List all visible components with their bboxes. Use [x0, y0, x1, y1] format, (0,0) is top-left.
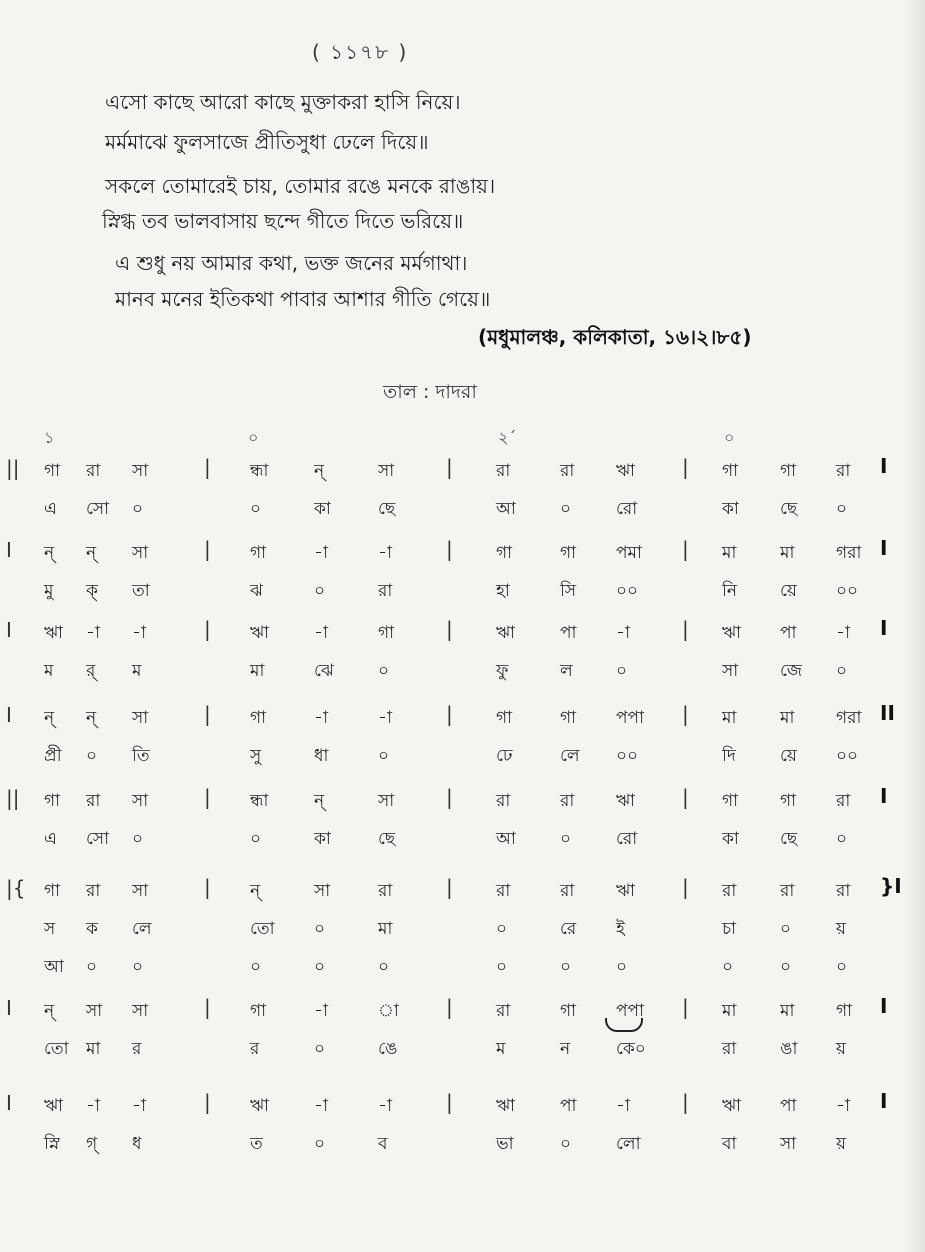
note-cell: গা — [44, 881, 61, 901]
row-close-bar: I — [880, 994, 888, 1018]
syllable-cell: স্নি — [44, 1134, 60, 1154]
syllable-cell: ঙে — [378, 1039, 398, 1059]
syllable-cell: ০ — [314, 919, 326, 939]
syllable-cell: য় — [836, 1134, 847, 1154]
syllable-cell: ০ — [722, 957, 734, 977]
note-cell: গা — [722, 461, 739, 481]
syllable-cell: রা — [378, 581, 393, 601]
syllable-cell: ০০ — [616, 746, 639, 766]
note-cell: সা — [86, 1001, 103, 1021]
syllable-cell: এ — [44, 499, 57, 519]
bar-line: | — [682, 617, 689, 641]
bar-line: | — [204, 785, 211, 809]
note-cell: ন্ — [250, 881, 261, 901]
note-cell: -া — [314, 708, 328, 728]
note-cell: সা — [314, 881, 331, 901]
bar-line: | — [682, 785, 689, 809]
note-cell: -া — [314, 1001, 328, 1021]
note-cell: পপা — [616, 708, 645, 728]
note-cell: গা — [44, 791, 61, 811]
syllable-cell: ঢে — [496, 746, 513, 766]
note-cell: গরা — [836, 543, 862, 563]
note-cell: গা — [250, 543, 267, 563]
syllable-cell: ফু — [496, 661, 509, 681]
note-cell: -া — [314, 543, 328, 563]
row-open-bar: I — [6, 1091, 12, 1115]
note-cell: া — [378, 1001, 399, 1021]
note-cell: ন্ — [86, 543, 97, 563]
note-cell: গা — [560, 1001, 577, 1021]
syllable-cell: তা — [132, 581, 150, 601]
syllable-cell: ০০ — [836, 746, 859, 766]
syllable-cell: ০ — [836, 499, 848, 519]
note-cell: মা — [780, 543, 795, 563]
note-cell: রা — [496, 791, 511, 811]
syllable-cell: ০ — [836, 829, 848, 849]
syllable-cell: প্রী — [44, 746, 62, 766]
bar-line: | — [204, 875, 211, 899]
syllable-cell: দি — [722, 746, 736, 766]
syllable-cell: আ — [496, 829, 516, 849]
syllable-cell: লে — [132, 919, 152, 939]
syllable-cell: এ — [44, 829, 57, 849]
note-cell: সা — [132, 461, 149, 481]
beat-marker-1: ১ — [44, 428, 55, 447]
row-open-bar: I — [6, 538, 12, 562]
note-cell: ঋা — [616, 881, 635, 901]
syllable-cell: ০ — [86, 957, 98, 977]
row-close-bar: II — [880, 701, 895, 725]
syllable-cell: ০ — [616, 661, 628, 681]
note-cell: সা — [132, 543, 149, 563]
syllable-cell: ০ — [378, 746, 390, 766]
note-cell: সা — [132, 791, 149, 811]
lyric-line-6: মানব মনের ইতিকথা পাবার আশার গীতি গেয়ে॥ — [115, 287, 491, 311]
syllable-cell: ম — [44, 661, 54, 681]
syllable-cell: র — [132, 1039, 142, 1059]
bar-line: | — [446, 875, 453, 899]
syllable-cell: ছে — [780, 499, 798, 519]
note-cell: ন্ধা — [250, 461, 269, 481]
row-close-bar: I — [880, 784, 888, 808]
syllable-cell: ০ — [496, 957, 508, 977]
note-cell: মা — [780, 1001, 795, 1021]
note-cell: -া — [132, 623, 146, 643]
syllable-cell: ০ — [378, 957, 390, 977]
note-cell: গা — [836, 1001, 853, 1021]
note-cell: গা — [250, 708, 267, 728]
note-cell: ঋা — [250, 623, 269, 643]
syllable-cell: ছে — [378, 499, 396, 519]
tie-mark — [605, 1018, 643, 1032]
syllable-cell: নি — [722, 581, 738, 601]
bar-line: | — [446, 702, 453, 726]
row-close-bar: }I — [880, 874, 902, 898]
note-cell: গা — [378, 623, 395, 643]
syllable-cell: ব — [378, 1134, 388, 1154]
note-cell: -া — [314, 623, 328, 643]
syllable-cell: হা — [496, 581, 510, 601]
note-cell: -া — [378, 1096, 392, 1116]
note-cell: মা — [722, 1001, 737, 1021]
note-cell: রা — [86, 461, 101, 481]
syllable-cell: ম — [496, 1039, 506, 1059]
row-open-bar: I — [6, 996, 12, 1020]
syllable-cell: ০ — [314, 581, 326, 601]
note-cell: গা — [560, 708, 577, 728]
syllable-cell: য়ে — [780, 581, 797, 601]
note-cell: ঋা — [44, 623, 63, 643]
note-cell: গা — [780, 791, 797, 811]
row-open-bar: I — [6, 618, 12, 642]
note-cell: পমা — [616, 543, 642, 563]
syllable-cell: ০ — [314, 1039, 326, 1059]
syllable-cell: গ্ — [86, 1134, 98, 1154]
note-cell: গা — [780, 461, 797, 481]
syllable-cell: ছে — [780, 829, 798, 849]
syllable-cell: ০ — [314, 1134, 326, 1154]
syllable-cell: কা — [314, 499, 331, 519]
syllable-cell: ক — [86, 919, 98, 939]
syllable-cell: মা — [86, 1039, 101, 1059]
bar-line: | — [204, 455, 211, 479]
note-cell: গা — [44, 461, 61, 481]
syllable-cell: সা — [780, 1134, 797, 1154]
syllable-cell: ভা — [496, 1134, 514, 1154]
page-number: ( ১১৭৮ ) — [312, 40, 409, 64]
tala-label: তাল : দাদরা — [383, 381, 477, 403]
note-cell: মা — [722, 708, 737, 728]
note-cell: -া — [378, 543, 392, 563]
page-edge-shadow — [905, 0, 925, 1252]
beat-marker-4: ০ — [724, 428, 735, 447]
note-cell: -া — [836, 1096, 850, 1116]
note-cell: ঋা — [496, 1096, 515, 1116]
note-cell: রা — [836, 461, 851, 481]
note-cell: রা — [86, 881, 101, 901]
note-cell: রা — [780, 881, 795, 901]
row-close-bar: I — [880, 536, 888, 560]
syllable-cell: ০ — [496, 919, 508, 939]
syllable-cell: ০ — [250, 829, 262, 849]
syllable-cell: মা — [378, 919, 393, 939]
note-cell: ন্ — [44, 543, 55, 563]
syllable-cell: আ — [44, 957, 64, 977]
syllable-cell: তি — [132, 746, 150, 766]
syllable-cell: র — [250, 1039, 260, 1059]
syllable-cell: ০০ — [836, 581, 859, 601]
bar-line: | — [682, 537, 689, 561]
syllable-cell: ০ — [560, 829, 572, 849]
syllable-cell: ন — [560, 1039, 571, 1059]
note-cell: গা — [560, 543, 577, 563]
bar-line: | — [204, 617, 211, 641]
bar-line: | — [446, 537, 453, 561]
syllable-cell: চা — [722, 919, 737, 939]
syllable-cell: ০ — [780, 919, 792, 939]
syllable-cell: ০ — [132, 957, 144, 977]
note-cell: সা — [132, 1001, 149, 1021]
syllable-cell: বা — [722, 1134, 737, 1154]
syllable-cell: স — [44, 919, 56, 939]
note-cell: সা — [132, 708, 149, 728]
note-cell: পা — [560, 623, 577, 643]
note-cell: রা — [496, 1001, 511, 1021]
syllable-cell: ত — [250, 1134, 263, 1154]
syllable-cell: ধ — [132, 1134, 142, 1154]
syllable-cell: রা — [722, 1039, 737, 1059]
syllable-cell: সো — [86, 499, 110, 519]
bar-line: | — [682, 1090, 689, 1114]
note-cell: ন্ধা — [250, 791, 269, 811]
syllable-cell: ০ — [836, 661, 848, 681]
syllable-cell: ল — [560, 661, 573, 681]
note-cell: রা — [560, 791, 575, 811]
note-cell: রা — [496, 881, 511, 901]
lyric-line-2: মর্মমাঝে ফুলসাজে প্রীতিসুধা ঢেলে দিয়ে॥ — [105, 130, 429, 154]
syllable-cell: ০ — [132, 499, 144, 519]
row-open-bar: || — [6, 786, 20, 810]
syllable-cell: ঝে — [314, 661, 334, 681]
bar-line: | — [446, 995, 453, 1019]
syllable-cell: তো — [44, 1039, 69, 1059]
lyric-line-4: স্নিগ্ধ তব ভালবাসায় ছন্দে গীতে দিতে ভরিয়ে॥ — [102, 209, 464, 233]
syllable-cell: ০ — [560, 957, 572, 977]
note-cell: সা — [378, 461, 395, 481]
syllable-cell: ঙা — [780, 1039, 798, 1059]
syllable-cell: ০ — [560, 1134, 572, 1154]
syllable-cell: ক্ — [86, 581, 98, 601]
bar-line: | — [204, 1090, 211, 1114]
bar-line: | — [446, 455, 453, 479]
syllable-cell: কা — [722, 829, 739, 849]
syllable-cell: ই — [616, 919, 625, 939]
syllable-cell: সা — [722, 661, 739, 681]
note-cell: পা — [560, 1096, 577, 1116]
syllable-cell: মা — [250, 661, 265, 681]
row-close-bar: I — [880, 616, 888, 640]
bar-line: | — [682, 702, 689, 726]
lyric-line-5: এ শুধু নয় আমার কথা, ভক্ত জনের মর্মগাথা। — [115, 251, 468, 275]
syllable-cell: ০০ — [616, 581, 639, 601]
note-cell: ঋা — [616, 461, 635, 481]
beat-marker-3: ২´ — [498, 428, 517, 447]
note-cell: রা — [722, 881, 737, 901]
note-cell: রা — [560, 461, 575, 481]
note-cell: মা — [780, 708, 795, 728]
note-cell: ঋা — [496, 623, 515, 643]
syllable-cell: ধা — [314, 746, 329, 766]
syllable-cell: রো — [616, 499, 638, 519]
note-cell: রা — [836, 791, 851, 811]
bar-line: | — [446, 785, 453, 809]
note-cell: রা — [378, 881, 393, 901]
syllable-cell: জে — [780, 661, 803, 681]
note-cell: ন্ — [44, 708, 55, 728]
note-cell: ন্ — [86, 708, 97, 728]
row-close-bar: I — [880, 454, 888, 478]
syllable-cell: রো — [616, 829, 638, 849]
syllable-cell: ০ — [616, 957, 628, 977]
note-cell: গা — [496, 543, 513, 563]
note-cell: ঋা — [616, 791, 635, 811]
syllable-cell: তো — [250, 919, 275, 939]
syllable-cell: ০ — [378, 661, 390, 681]
syllable-cell: রে — [560, 919, 577, 939]
note-cell: গা — [496, 708, 513, 728]
note-cell: -া — [86, 623, 100, 643]
note-cell: রা — [86, 791, 101, 811]
syllable-cell: ০ — [836, 957, 848, 977]
syllable-cell: ০ — [250, 957, 262, 977]
note-cell: ন্ — [314, 791, 325, 811]
note-cell: -া — [836, 623, 850, 643]
note-cell: গা — [250, 1001, 267, 1021]
syllable-cell: সু — [250, 746, 262, 766]
syllable-cell: য় — [836, 1039, 847, 1059]
row-open-bar: |{ — [6, 876, 26, 900]
note-cell: গরা — [836, 708, 862, 728]
bar-line: | — [446, 1090, 453, 1114]
note-cell: ঋা — [250, 1096, 269, 1116]
bar-line: | — [682, 455, 689, 479]
syllable-cell: ০ — [250, 499, 262, 519]
note-cell: রা — [496, 461, 511, 481]
syllable-cell: ০ — [314, 957, 326, 977]
syllable-cell: সো — [86, 829, 110, 849]
syllable-cell: লো — [616, 1134, 641, 1154]
bar-line: | — [682, 995, 689, 1019]
note-cell: সা — [378, 791, 395, 811]
bar-line: | — [682, 875, 689, 899]
note-cell: -া — [616, 1096, 630, 1116]
syllable-cell: কে০ — [616, 1039, 646, 1059]
lyric-line-3: সকলে তোমারেই চায়, তোমার রঙে মনকে রাঙায়। — [105, 174, 496, 198]
row-open-bar: I — [6, 703, 12, 727]
note-cell: রা — [560, 881, 575, 901]
note-cell: পপা — [616, 1001, 645, 1021]
note-cell: ঋা — [722, 1096, 741, 1116]
note-cell: -া — [132, 1096, 146, 1116]
syllable-cell: আ — [496, 499, 516, 519]
syllable-cell: ০ — [560, 499, 572, 519]
syllable-cell: ঝ — [250, 581, 263, 601]
source-citation: (মধুমালঞ্চ, কলিকাতা, ১৬।২।৮৫) — [478, 325, 752, 349]
syllable-cell: ০ — [780, 957, 792, 977]
note-cell: রা — [836, 881, 851, 901]
note-cell: পা — [780, 623, 797, 643]
syllable-cell: লে — [560, 746, 580, 766]
note-cell: পা — [780, 1096, 797, 1116]
note-cell: গা — [722, 791, 739, 811]
note-cell: -া — [86, 1096, 100, 1116]
syllable-cell: র্ — [86, 661, 96, 681]
bar-line: | — [204, 537, 211, 561]
bar-line: | — [446, 617, 453, 641]
note-cell: -া — [616, 623, 630, 643]
bar-line: | — [204, 995, 211, 1019]
syllable-cell: য়ে — [780, 746, 797, 766]
note-cell: -া — [314, 1096, 328, 1116]
note-cell: ঋা — [722, 623, 741, 643]
syllable-cell: কা — [314, 829, 331, 849]
note-cell: ন্ — [44, 1001, 55, 1021]
note-cell: -া — [378, 708, 392, 728]
note-cell: মা — [722, 543, 737, 563]
syllable-cell: কা — [722, 499, 739, 519]
beat-marker-2: ০ — [248, 428, 259, 447]
syllable-cell: য় — [836, 919, 847, 939]
bar-line: | — [204, 702, 211, 726]
syllable-cell: সি — [560, 581, 577, 601]
note-cell: সা — [132, 881, 149, 901]
row-open-bar: || — [6, 456, 20, 480]
syllable-cell: ০ — [132, 829, 144, 849]
note-cell: ঋা — [44, 1096, 63, 1116]
lyric-line-1: এসো কাছে আরো কাছে মুক্তাকরা হাসি নিয়ে। — [105, 90, 461, 114]
syllable-cell: মু — [44, 581, 54, 601]
syllable-cell: ০ — [86, 746, 98, 766]
note-cell: ন্ — [314, 461, 325, 481]
row-close-bar: I — [880, 1089, 888, 1113]
syllable-cell: ম — [132, 661, 142, 681]
syllable-cell: ছে — [378, 829, 396, 849]
